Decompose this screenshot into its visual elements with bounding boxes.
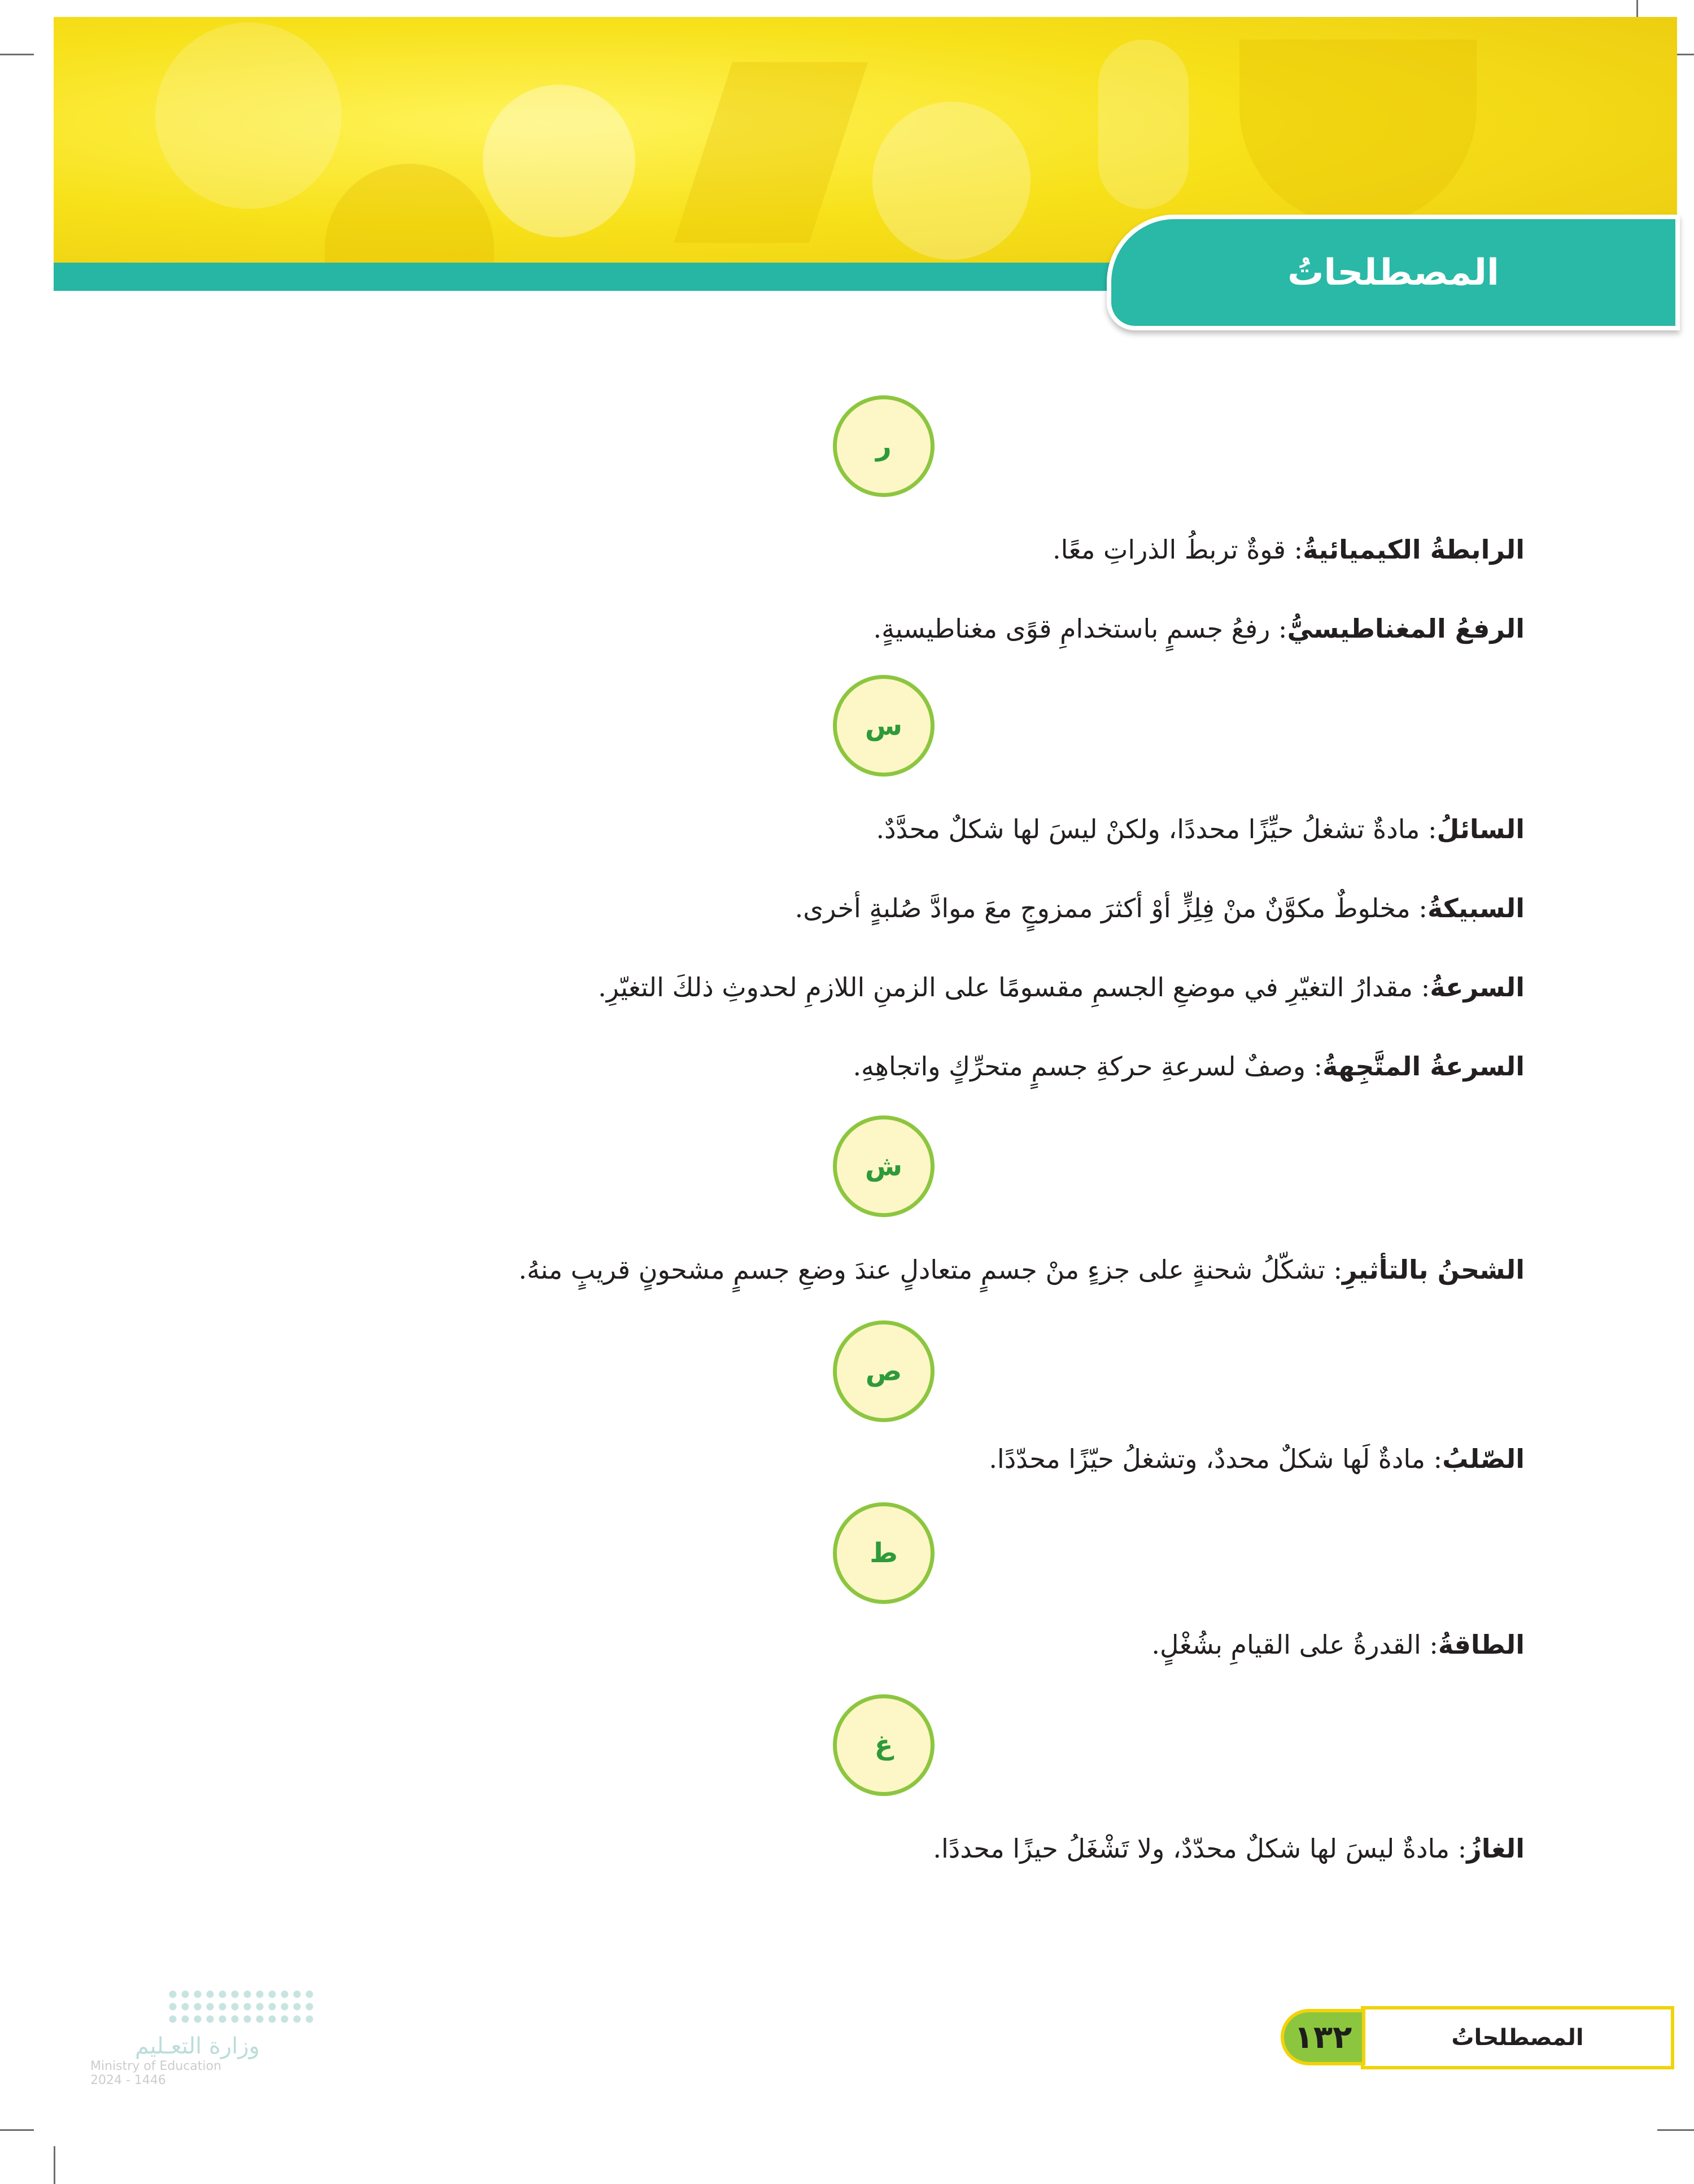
glossary-entry xyxy=(874,609,1525,648)
glossary-entry xyxy=(989,1439,1525,1479)
page-number-badge xyxy=(1281,2009,1365,2065)
ministry-logo-icon xyxy=(167,1988,313,2028)
letter-badge: غ xyxy=(833,1694,935,1796)
page-title-tab xyxy=(1107,215,1680,330)
entry-term: السرعةُ المتَّجِهةُ xyxy=(1322,1051,1525,1082)
entry-term: الغازُ xyxy=(1466,1833,1525,1864)
letter-badge: ر xyxy=(833,395,935,497)
letter-badge: ط xyxy=(833,1502,935,1604)
glossary-entry xyxy=(598,967,1525,1007)
edition-year: 2024 - 1446 xyxy=(90,2073,166,2087)
letter-badge: ش xyxy=(833,1115,935,1217)
entry-definition: : رفعُ جسمٍ باستخدامِ قوًى مغناطيسيةٍ. xyxy=(873,613,1287,644)
letter-badge: ص xyxy=(833,1320,935,1422)
entry-definition: : مخلوطٌ مكوَّنٌ منْ فِلِزٍّ أوْ أكثرَ ممزوجٍ معَ موادَّ صُلبةٍ أخرى. xyxy=(794,893,1427,923)
entry-definition: : مادةٌ لَها شكلٌ محددٌ، وتشغلُ حيّزًا محدّدًا. xyxy=(989,1444,1443,1474)
footer-label-box xyxy=(1361,2006,1674,2069)
page-number: ١٣٢ xyxy=(1294,2019,1352,2056)
glossary-entry xyxy=(1151,1625,1525,1664)
entry-term: السرعةُ xyxy=(1430,972,1525,1002)
entry-definition: : مادةٌ تشغلُ حيِّزًا محددًا، ولكنْ ليسَ لها شكلٌ محدَّدٌ. xyxy=(876,814,1437,844)
crop-mark xyxy=(54,2146,55,2184)
entry-term: الرابطةُ الكيميائيةُ xyxy=(1303,534,1525,565)
entry-definition: : مقدارُ التغيّرِ في موضعِ الجسمِ مقسومًا على الزمنِ اللازمِ لحدوثِ ذلكَ التغيّرِ. xyxy=(598,972,1430,1002)
entry-definition: : وصفٌ لسرعةِ حركةِ جسمٍ متحرِّكٍ واتجاهِهِ. xyxy=(853,1051,1323,1082)
letter-badge: س xyxy=(833,675,935,777)
entry-term: السائلُ xyxy=(1437,814,1525,844)
ministry-name-ar: وزارة التعـليم xyxy=(134,2033,260,2059)
crop-mark xyxy=(0,54,34,55)
entry-term: الرفعُ المغناطيسيُّ xyxy=(1287,613,1525,644)
glossary-entry xyxy=(853,1047,1525,1086)
entry-definition: : القدرةُ على القيامِ بشُغْلٍ. xyxy=(1151,1629,1438,1660)
entry-term: الشحنُ بالتأثيرِ xyxy=(1342,1254,1525,1285)
glossary-entry xyxy=(876,809,1525,849)
glossary-entry xyxy=(933,1829,1525,1868)
page-title: المصطلحاتُ xyxy=(1287,251,1499,294)
crop-mark xyxy=(0,2129,34,2131)
glossary-entry xyxy=(1053,530,1525,569)
footer-label: المصطلحاتُ xyxy=(1451,2025,1584,2051)
ministry-name-en: Ministry of Education xyxy=(90,2059,222,2073)
crop-mark xyxy=(1657,2129,1694,2131)
entry-definition: : قوةٌ تربطُ الذراتِ معًا. xyxy=(1052,534,1303,565)
glossary-entry xyxy=(518,1250,1525,1289)
entry-term: السبيكةُ xyxy=(1427,893,1525,923)
entry-term: الصّلبُ xyxy=(1442,1444,1525,1474)
glossary-entry xyxy=(795,888,1525,928)
entry-definition: : تشكّلُ شحنةٍ على جزءٍ منْ جسمٍ متعادلٍ عندَ وضعِ جسمٍ مشحونٍ قريبٍ منهُ. xyxy=(518,1254,1343,1285)
entry-definition: : مادةٌ ليسَ لها شكلٌ محدّدٌ، ولا تَشْغَلُ حيزًا محددًا. xyxy=(933,1833,1467,1864)
ministry-logo xyxy=(90,1988,328,2118)
entry-term: الطاقةُ xyxy=(1438,1629,1525,1660)
